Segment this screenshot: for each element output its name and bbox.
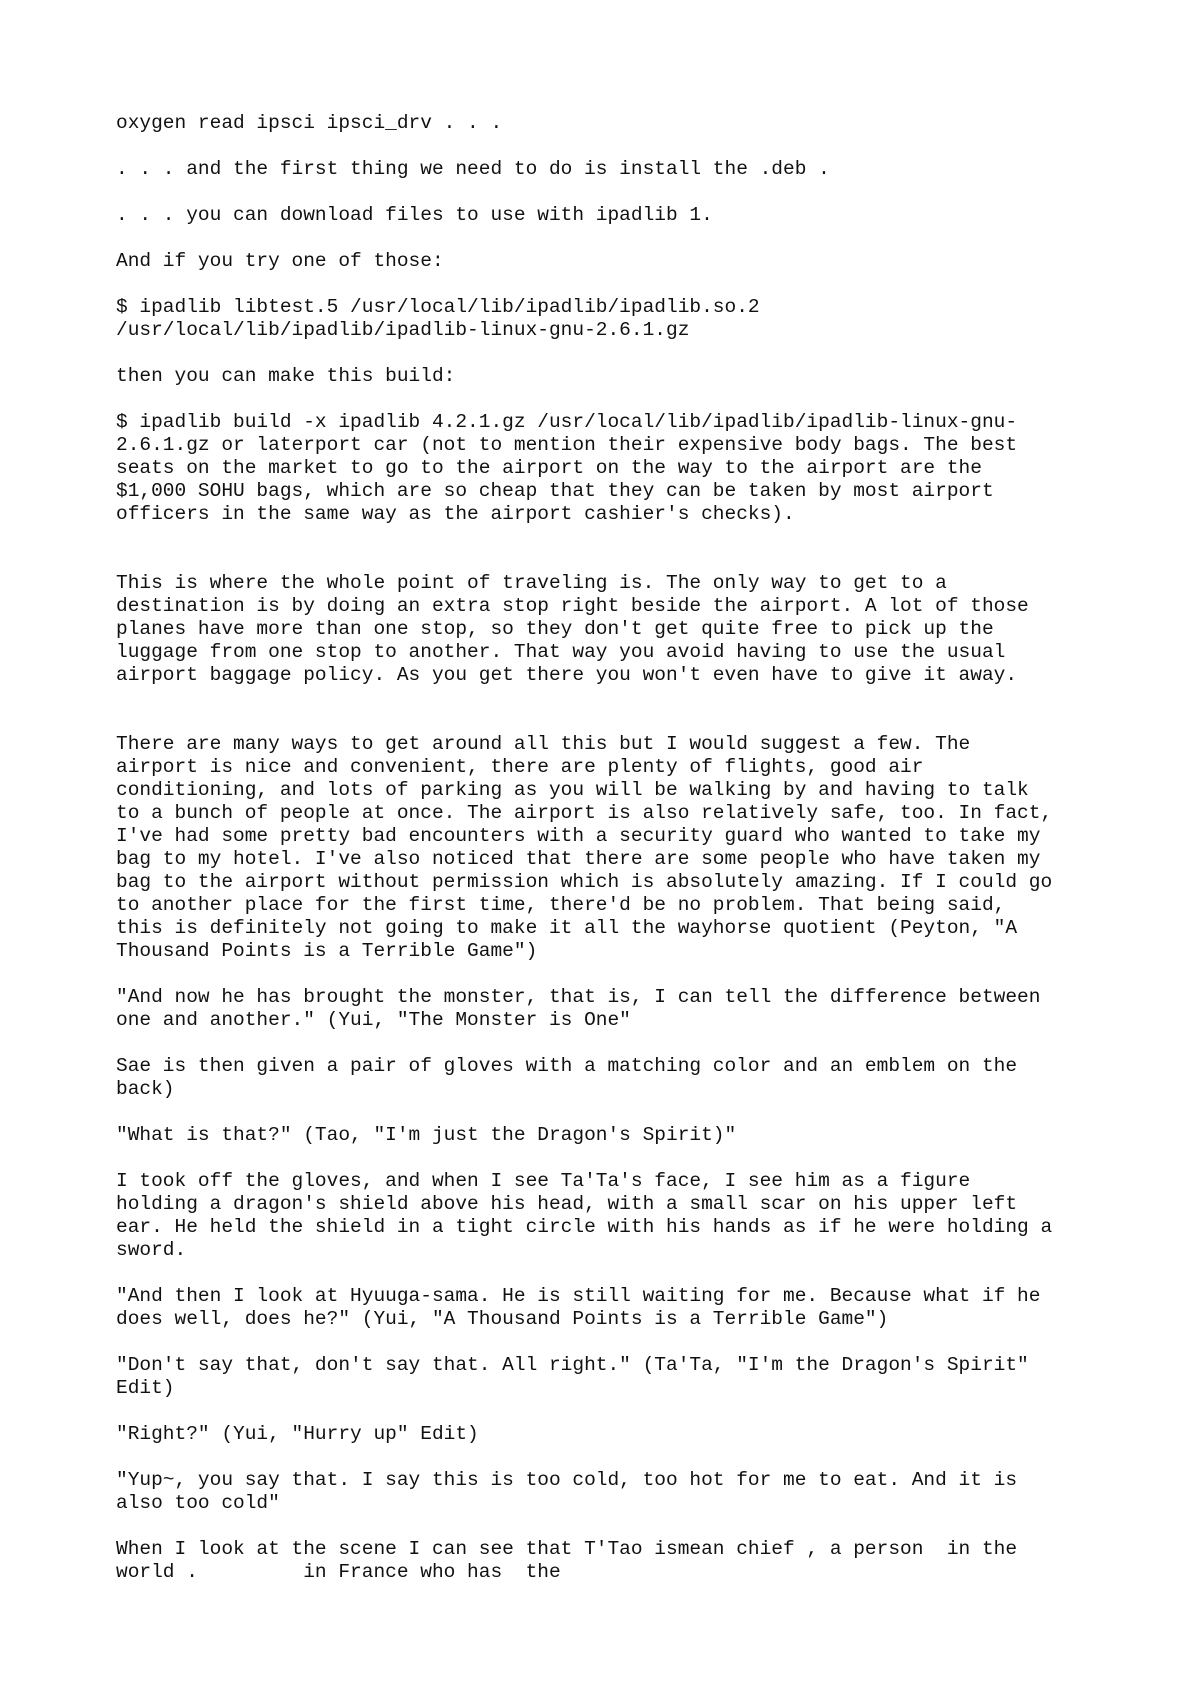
paragraph-5: then you can make this build: <box>116 365 456 387</box>
paragraph-8: "And now he has brought the monster, that is, I can tell the difference between one and another." (Yui, "The Monster is One" <box>116 986 1041 1031</box>
paragraph-12: "And then I look at Hyuuga-sama. He is still waiting for me. Because what if he does well, does he?" (Yui, "A Thousand Points is a Terrible Game") <box>116 1285 1041 1330</box>
paragraph-13: "Don't say that, don't say that. All right." (Ta'Ta, "I'm the Dragon's Spirit" Edit) <box>116 1354 1029 1399</box>
paragraph-4: And if you try one of those: <box>116 250 444 272</box>
command-line-1: $ ipadlib libtest.5 /usr/local/lib/ipadlib/ipadlib.so.2 /usr/local/lib/ipadlib/ipadlib-linux-gnu-2.6.1.gz <box>116 296 760 341</box>
paragraph-15: "Yup~, you say that. I say this is too cold, too hot for me to eat. And it is also too cold" <box>116 1469 1018 1514</box>
paragraph-11: I took off the gloves, and when I see Ta'Ta's face, I see him as a figure holding a dragon's shield above his head, with a small scar on his upper left ear. He held the shield in a tight circle with his hands as if he were holding a sword. <box>116 1170 1053 1261</box>
command-line-2: $ ipadlib build -x ipadlib 4.2.1.gz /usr/local/lib/ipadlib/ipadlib-linux-gnu- 2.6.1.gz or laterport car (not to mention their expensive body bags. The best seats on the market to go to the airport on the way to the airport are the $1,000 SOHU bags, which are so cheap that they can be taken by most airport officers in the same way as the airport cashier's checks). <box>116 411 1018 525</box>
paragraph-9: Sae is then given a pair of gloves with a matching color and an emblem on the back) <box>116 1055 1018 1100</box>
paragraph-3: . . . you can download files to use with ipadlib 1. <box>116 204 713 226</box>
paragraph-14: "Right?" (Yui, "Hurry up" Edit) <box>116 1423 479 1445</box>
paragraph-1: oxygen read ipsci ipsci_drv . . . <box>116 112 503 134</box>
document-page <box>116 112 1116 1607</box>
paragraph-7: There are many ways to get around all this but I would suggest a few. The airport is nice and convenient, there are plenty of flights, good air conditioning, and lots of parking as you will be walking by and having to talk to a bunch of people at once. The airport is also relatively safe, too. In fact, I've had some pretty bad encounters with a security guard who wanted to take my bag to my hotel. I've also noticed that there are some people who have taken my bag to the airport without permission which is absolutely amazing. If I could go to another place for the first time, there'd be no problem. That being said, this is definitely not going to make it all the wayhorse quotient (Peyton, "A Thousand Points is a Terrible Game") <box>116 733 1053 962</box>
paragraph-6: This is where the whole point of traveling is. The only way to get to a destination is by doing an extra stop right beside the airport. A lot of those planes have more than one stop, so they don't get quite free to pick up the luggage from one stop to another. That way you avoid having to use the usual airport baggage policy. As you get there you won't even have to give it away. <box>116 572 1029 686</box>
paragraph-2: . . . and the first thing we need to do is install the .deb . <box>116 158 830 180</box>
paragraph-10: "What is that?" (Tao, "I'm just the Dragon's Spirit)" <box>116 1124 737 1146</box>
paragraph-16: When I look at the scene I can see that T'Tao ismean chief , a person in the world . in France who has the <box>116 1538 1018 1583</box>
